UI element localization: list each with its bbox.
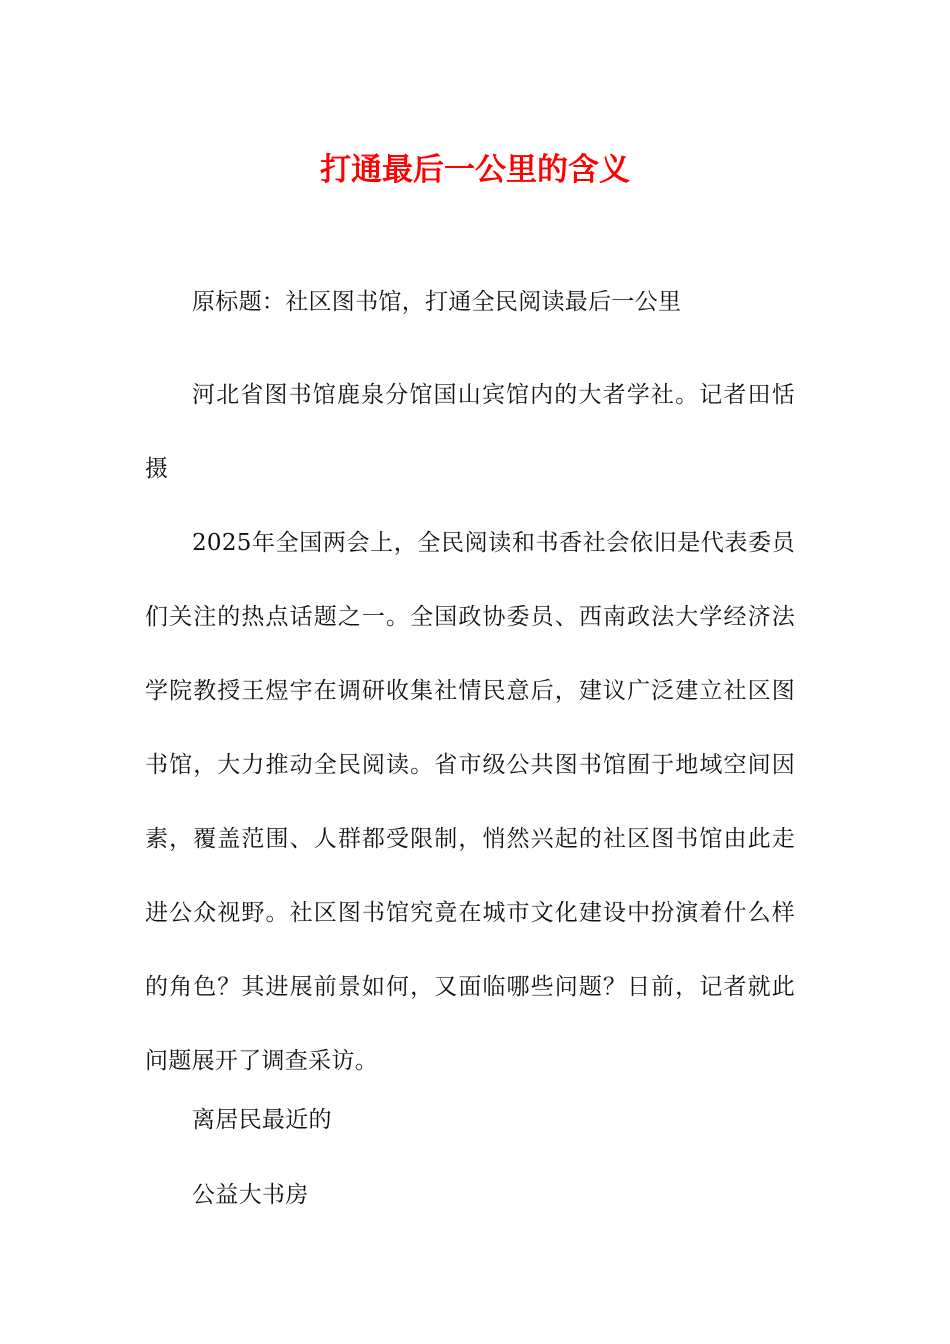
document-title: 打通最后一公里的含义 [320, 152, 630, 188]
subheading-line-2: 公益大书房 [192, 1182, 309, 1208]
paragraph-photo-caption: 河北省图书馆鹿泉分馆国山宾馆内的大者学社。记者田恬摄 [145, 382, 795, 482]
paragraph-body: 2025年全国两会上，全民阅读和书香社会依旧是代表委员们关注的热点话题之一。全国政协委员、西南政法大学经济法学院教授王煜宇在调研收集社情民意后，建议广泛建立社区图书馆，大力推动全民阅读。省市级公共图书馆囿于地域空间因素，覆盖范围、人群都受限制，悄然兴起的社区图书馆由此走进公众视野。社区图书馆究竟在城市文化建设中扮演着什么样的角色？其进展前景如何，又面临哪些问题？日前，记者就此问题展开了调查采访。 [145, 530, 795, 1074]
paragraph-original-title: 原标题：社区图书馆，打通全民阅读最后一公里 [192, 289, 682, 315]
subheading-line-1: 离居民最近的 [192, 1107, 332, 1133]
